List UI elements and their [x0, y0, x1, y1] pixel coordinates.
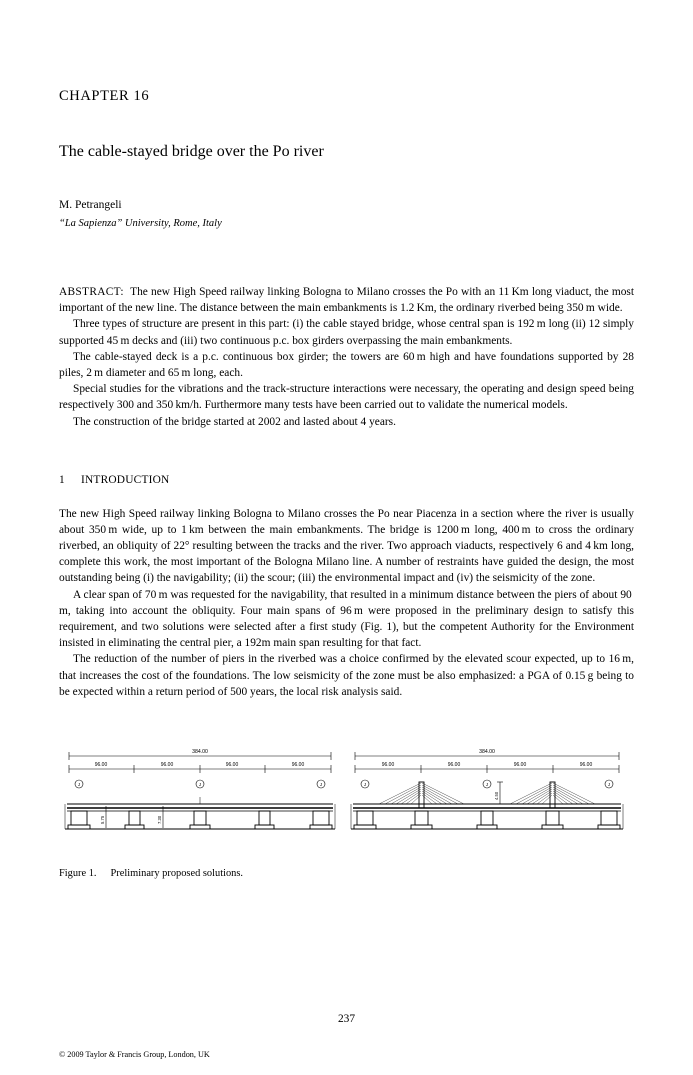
- abstract-block: [59, 284, 634, 430]
- abstract-paragraph: [59, 284, 634, 316]
- svg-text:96.00: 96.00: [291, 761, 305, 768]
- svg-text:J: J: [485, 781, 489, 787]
- author-affiliation: “La Sapienza” University, Rome, Italy: [59, 218, 222, 229]
- body-paragraph: The reduction of the number of piers in the riverbed was a choice confirmed by the elevated scour expected, up to 16 m, that increases the cost of the foundations. The low seismicity of the zone must be also emphasized: a PGA of 0.15 g being to be expected within a return period of 500 years, the local risk analysis said.: [59, 653, 634, 698]
- abstract-paragraph: Special studies for the vibrations and the track-structure interactions were necessary, the operating and design speed being respectively 300 and 350 km/h. Furthermore many tests have been carried out to validate the numerical models.: [59, 383, 634, 412]
- right-solution-drawing: [351, 749, 623, 829]
- svg-text:4.50: 4.50: [494, 791, 499, 800]
- author-name: M. Petrangeli: [59, 199, 122, 211]
- abstract-label: ABSTRACT:: [59, 286, 124, 298]
- abstract-paragraph: The cable-stayed deck is a p.c. continuous box girder; the towers are 60 m high and have foundations supported by 28 piles, 2 m diameter and 65 m long, each.: [59, 350, 634, 379]
- copyright-footer: © 2009 Taylor & Francis Group, London, UK: [59, 1050, 210, 1059]
- svg-text:J: J: [607, 781, 611, 787]
- page-content: [59, 0, 634, 879]
- svg-text:384.00: 384.00: [192, 748, 208, 755]
- body-paragraph: The new High Speed railway linking Bologna to Milano crosses the Po near Piacenza in a section where the river is usually about 350 m wide, up to 1 km between the main embankments. The bridge is 1200 m long, 400 m to cross the ordinary riverbed, an obliquity of 22° resulting between the tracks and the river. Two approach viaducts, respectively 6 and 4 km long, complete this work, the most important of the Bologna Milano line. A number of restraints have guided the design, the most outstanding being (i) the navigability; (ii) the scour; (iii) the environmental impact and (iv) the seismicity of the zone.: [59, 507, 634, 585]
- svg-text:5.75: 5.75: [100, 815, 105, 824]
- svg-text:96.00: 96.00: [513, 761, 527, 768]
- svg-text:J: J: [319, 781, 323, 787]
- page-number: 237: [337, 1013, 356, 1025]
- body-paragraph: A clear span of 70 m was requested for the navigability, that resulted in a minimum distance between the piers of about 90 m, taking into account the obliquity. Four main spans of 96 m were proposed in the preliminary design to satisfy this requirement, and two solutions were selected after a first study (Fig. 1), but the competent Authority for the Environment insisted in eliminating the central pier, a 192m main span resulting for that fact.: [59, 588, 634, 650]
- section-number: 1: [59, 473, 65, 486]
- section-heading: [59, 474, 634, 486]
- svg-text:96.00: 96.00: [579, 761, 593, 768]
- svg-text:96.00: 96.00: [94, 761, 108, 768]
- figure-caption: [59, 868, 634, 879]
- svg-text:96.00: 96.00: [447, 761, 461, 768]
- svg-text:7.30: 7.30: [157, 815, 162, 824]
- section-title: INTRODUCTION: [81, 473, 170, 486]
- svg-text:96.00: 96.00: [160, 761, 174, 768]
- figure-1: [59, 742, 634, 852]
- abstract-paragraph: The construction of the bridge started at 2002 and lasted about 4 years.: [73, 415, 396, 428]
- body-block: [59, 506, 634, 700]
- left-solution-drawing: [65, 749, 335, 829]
- page-title: The cable-stayed bridge over the Po river: [59, 143, 324, 160]
- svg-text:J: J: [77, 781, 81, 787]
- figure-caption-text: Preliminary proposed solutions.: [110, 867, 244, 879]
- svg-text:J: J: [198, 781, 202, 787]
- svg-text:384.00: 384.00: [479, 748, 495, 755]
- figure-1-drawing: [59, 742, 634, 852]
- abstract-paragraph: Three types of structure are present in this part: (i) the cable stayed bridge, whose central span is 192 m long (ii) 12 simply supported 45 m decks and (iii) two continuous p.c. box girders overpassing the main embankments.: [59, 318, 634, 347]
- figure-caption-label: Figure 1.: [59, 867, 97, 879]
- abstract-text: The new High Speed railway linking Bologna to Milano crosses the Po with an 11 Km long viaduct, the most important of the new line. The distance between the main embankments is 1.2 Km, the ordinary riverbed being 350 m wide.: [59, 286, 634, 315]
- svg-text:J: J: [363, 781, 367, 787]
- chapter-label: CHAPTER 16: [59, 88, 150, 104]
- svg-text:96.00: 96.00: [225, 761, 239, 768]
- svg-text:96.00: 96.00: [381, 761, 395, 768]
